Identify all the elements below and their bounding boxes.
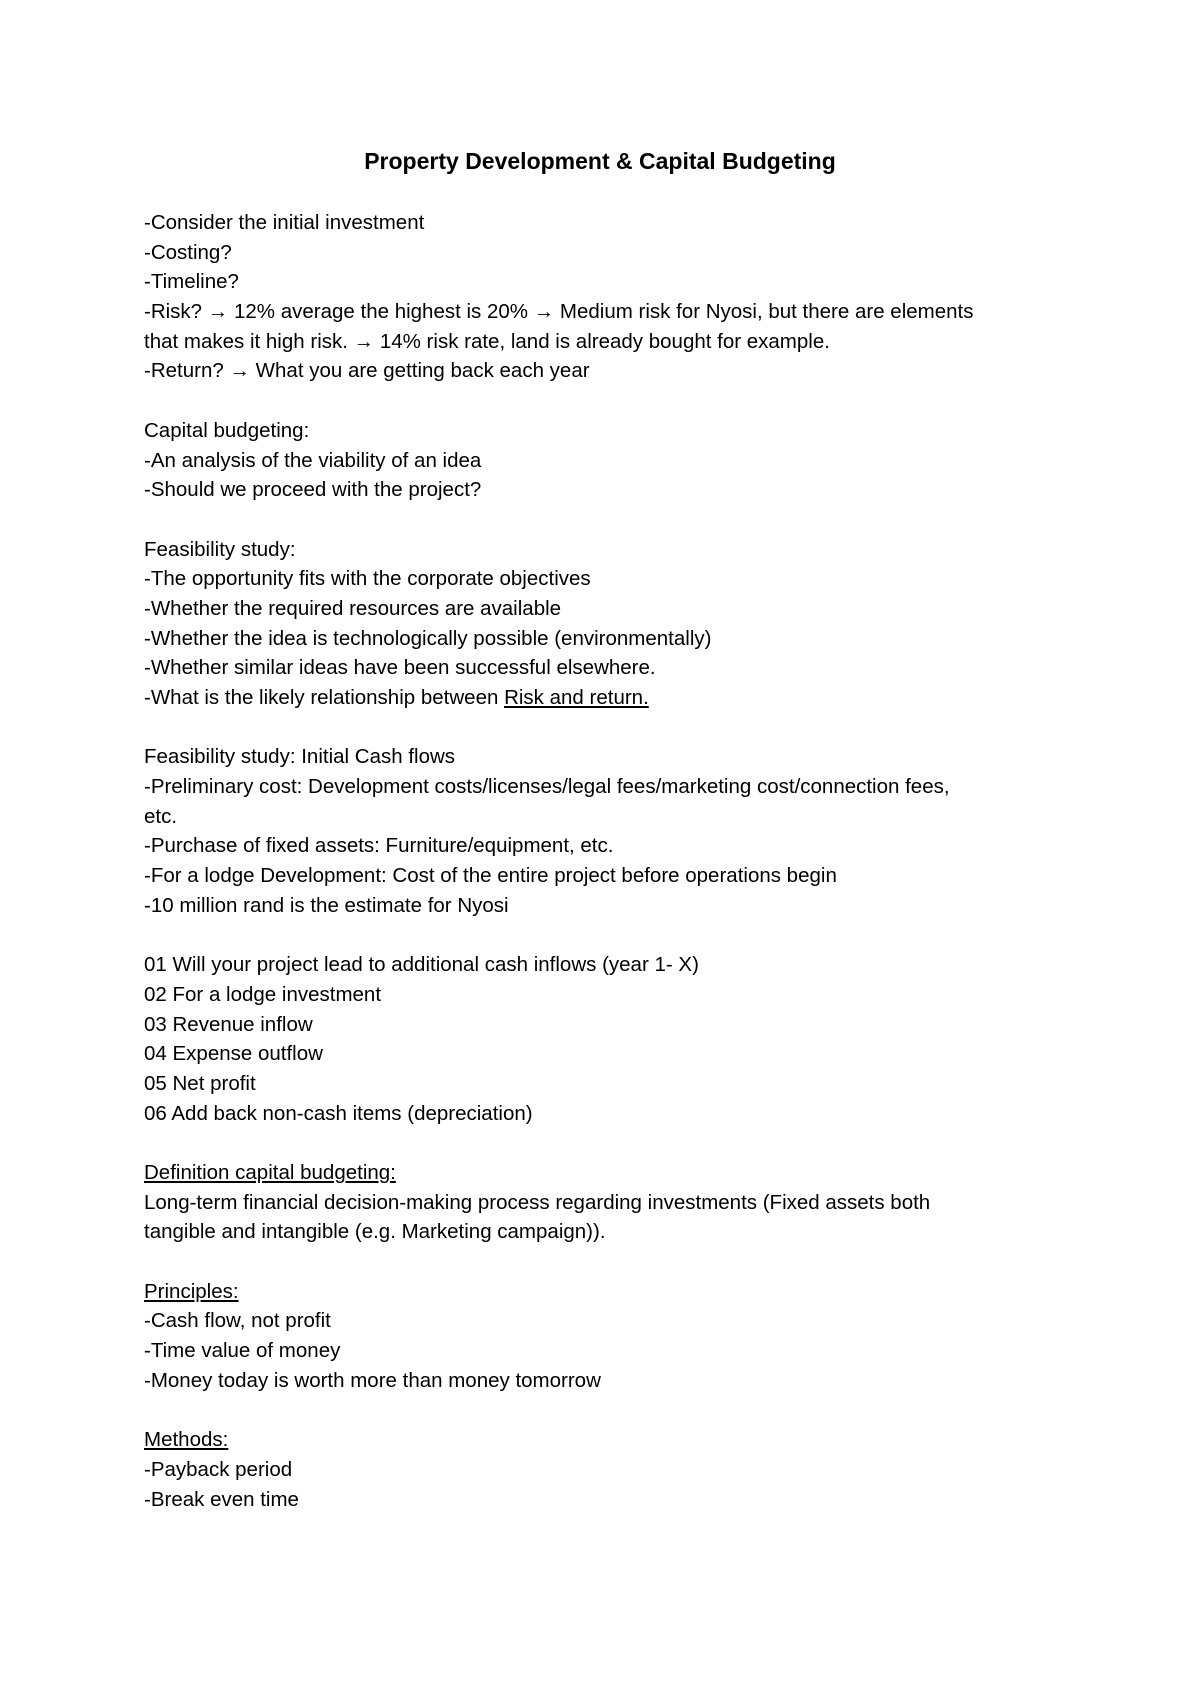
risk-high-text: that makes it high risk. [144,329,354,353]
numbered-item: 03 Revenue inflow [144,1012,313,1036]
risk-rate-text: 14% risk rate, land is already bought for example. [374,329,830,353]
section-heading-feasibility: Feasibility study: [144,537,296,561]
arrow-icon: → [229,359,250,383]
arrow-icon: → [533,300,555,324]
numbered-item: 02 For a lodge investment [144,982,382,1006]
numbered-item: 05 Net profit [144,1071,256,1095]
numbered-item: 06 Add back non-cash items (depreciation) [144,1101,533,1125]
list-item: -Whether the required resources are available [144,596,562,620]
definition-line: Long-term financial decision-making process regarding investments (Fixed assets both [144,1190,931,1214]
risk-return-prefix: -What is the likely relationship between [144,686,505,709]
arrow-icon: → [207,300,229,324]
list-item: -The opportunity fits with the corporate objectives [144,567,591,591]
risk-label: -Risk? [144,300,208,324]
definition-line: tangible and intangible (e.g. Marketing campaign)). [144,1220,606,1244]
numbered-item: 01 Will your project lead to additional cash inflows (year 1- X) [144,953,699,977]
document-title: Property Development & Capital Budgeting [364,148,836,174]
return-label: -Return? [144,359,230,383]
intro-line-risk-continued [144,327,1074,357]
list-item: etc. [144,804,178,828]
intro-line-costing: -Costing? [144,240,232,264]
list-item: -For a lodge Development: Cost of the entire project before operations begin [144,864,837,888]
intro-line-timeline: -Timeline? [144,270,239,294]
numbered-item: 04 Expense outflow [144,1042,323,1066]
section-heading-initial-cash-flows: Feasibility study: Initial Cash flows [144,745,456,769]
list-item: -Whether the idea is technologically possible (environmentally) [144,626,712,650]
list-item: -Payback period [144,1457,293,1481]
spacer [144,1396,1074,1426]
intro-line-risk [144,297,1074,327]
section-heading-methods: Methods: [144,1428,229,1452]
intro-line-return [144,356,1074,386]
list-item: -10 million rand is the estimate for Nyosi [144,893,509,917]
spacer [144,386,1074,416]
intro-line-initial-investment: -Consider the initial investment [144,211,425,234]
list-item: -An analysis of the viability of an idea [144,448,482,472]
spacer [144,713,1074,743]
spacer [144,1247,1074,1277]
document-body [144,208,1074,1514]
list-item [144,683,1074,713]
arrow-icon: → [353,329,375,353]
list-item: -Break even time [144,1487,299,1511]
list-item: -Whether similar ideas have been successful elsewhere. [144,656,656,680]
spacer [144,1128,1074,1158]
risk-medium-text: Medium risk for Nyosi, but there are elements [554,300,974,324]
spacer [144,921,1074,951]
list-item: -Preliminary cost: Development costs/licenses/legal fees/marketing cost/connection fees, [144,775,950,799]
return-text: What you are getting back each year [249,359,590,383]
spacer [144,505,1074,535]
list-item: -Money today is worth more than money tomorrow [144,1368,601,1392]
list-item: -Should we proceed with the project? [144,478,482,502]
risk-return-underlined: Risk and return. [504,686,649,709]
list-item: -Time value of money [144,1339,341,1363]
section-heading-capital-budgeting: Capital budgeting: [144,418,310,442]
list-item: -Purchase of fixed assets: Furniture/equipment, etc. [144,834,614,858]
risk-average-text: 12% average the highest is 20% [228,300,534,324]
section-heading-definition: Definition capital budgeting: [144,1161,396,1184]
list-item: -Cash flow, not profit [144,1309,331,1333]
section-heading-principles: Principles: [144,1279,239,1303]
